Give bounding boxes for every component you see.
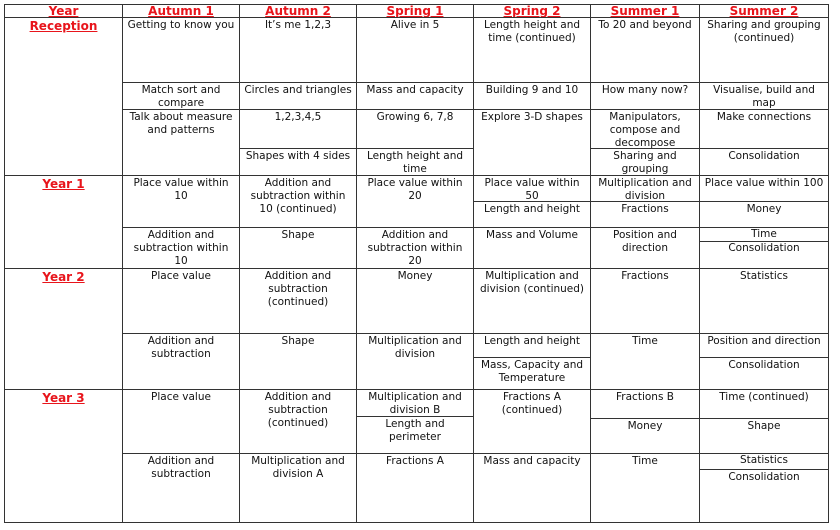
topic-cell: Growing 6, 7,8 [356,109,474,149]
header-summer-2: Summer 2 [699,4,829,18]
topic-cell: Place value within 10 [122,175,240,228]
topic-cell: Addition and subtraction [122,333,240,390]
topic-cell: Building 9 and 10 [473,82,591,110]
topic-cell: Consolidation [699,241,829,269]
topic-cell: Shape [699,418,829,454]
topic-cell: Money [699,201,829,228]
topic-cell: Addition and subtraction within 10 (continued) [239,175,357,228]
topic-cell: Consolidation [699,469,829,523]
topic-cell: Mass and capacity [356,82,474,110]
topic-cell: Getting to know you [122,17,240,83]
topic-cell: Place value [122,389,240,454]
topic-cell: Circles and triangles [239,82,357,110]
topic-cell: Sharing and grouping (continued) [699,17,829,83]
topic-cell: Place value within 50 [473,175,591,202]
topic-cell: Mass and capacity [473,453,591,523]
header-spring-1: Spring 1 [356,4,474,18]
topic-cell: Shapes with 4 sides [239,148,357,176]
year-label-year-3: Year 3 [4,389,123,523]
topic-cell: Make connections [699,109,829,149]
topic-cell: Place value [122,268,240,334]
topic-cell: Fractions [590,268,700,334]
header-summer-1: Summer 1 [590,4,700,18]
topic-cell: Fractions A (continued) [473,389,591,454]
topic-cell: Time (continued) [699,389,829,419]
topic-cell: Consolidation [699,148,829,176]
topic-cell: Explore 3-D shapes [473,109,591,176]
topic-cell: Mass, Capacity and Temperature [473,357,591,390]
topic-cell: It’s me 1,2,3 [239,17,357,83]
topic-cell: Addition and subtraction (continued) [239,268,357,334]
topic-cell: Manipulators, compose and decompose [590,109,700,149]
topic-cell: Place value within 100 [699,175,829,202]
topic-cell: Match sort and compare [122,82,240,110]
header-autumn-1: Autumn 1 [122,4,240,18]
topic-cell: Position and direction [590,227,700,269]
topic-cell: 1,2,3,4,5 [239,109,357,149]
topic-cell: How many now? [590,82,700,110]
topic-cell: Multiplication and division A [239,453,357,523]
header-spring-2: Spring 2 [473,4,591,18]
topic-cell: Multiplication and division [356,333,474,390]
topic-cell: Consolidation [699,357,829,390]
topic-cell: Multiplication and division (continued) [473,268,591,334]
topic-cell: Statistics [699,268,829,334]
topic-cell: Mass and Volume [473,227,591,269]
topic-cell: Time [590,333,700,390]
topic-cell: To 20 and beyond [590,17,700,83]
topic-cell: Fractions B [590,389,700,419]
topic-cell: Length and height [473,333,591,358]
topic-cell: Fractions [590,201,700,228]
topic-cell: Addition and subtraction within 20 [356,227,474,269]
topic-cell: Alive in 5 [356,17,474,83]
year-label-year-1: Year 1 [4,175,123,269]
topic-cell: Shape [239,227,357,269]
topic-cell: Money [590,418,700,454]
topic-cell: Talk about measure and patterns [122,109,240,176]
topic-cell: Addition and subtraction [122,453,240,523]
topic-cell: Addition and subtraction (continued) [239,389,357,454]
year-label-reception: Reception [4,17,123,176]
header-year: Year [4,4,123,18]
topic-cell: Fractions A [356,453,474,523]
topic-cell: Position and direction [699,333,829,358]
topic-cell: Visualise, build and map [699,82,829,110]
topic-cell: Shape [239,333,357,390]
topic-cell: Time [699,227,829,242]
year-label-year-2: Year 2 [4,268,123,390]
header-autumn-2: Autumn 2 [239,4,357,18]
topic-cell: Statistics [699,453,829,470]
topic-cell: Money [356,268,474,334]
topic-cell: Multiplication and division [590,175,700,202]
topic-cell: Place value within 20 [356,175,474,228]
topic-cell: Sharing and grouping [590,148,700,176]
topic-cell: Addition and subtraction within 10 [122,227,240,269]
topic-cell: Length height and time (continued) [473,17,591,83]
topic-cell: Time [590,453,700,523]
topic-cell: Multiplication and division B [356,389,474,417]
topic-cell: Length and height [473,201,591,228]
topic-cell: Length and perimeter [356,416,474,454]
topic-cell: Length height and time [356,148,474,176]
